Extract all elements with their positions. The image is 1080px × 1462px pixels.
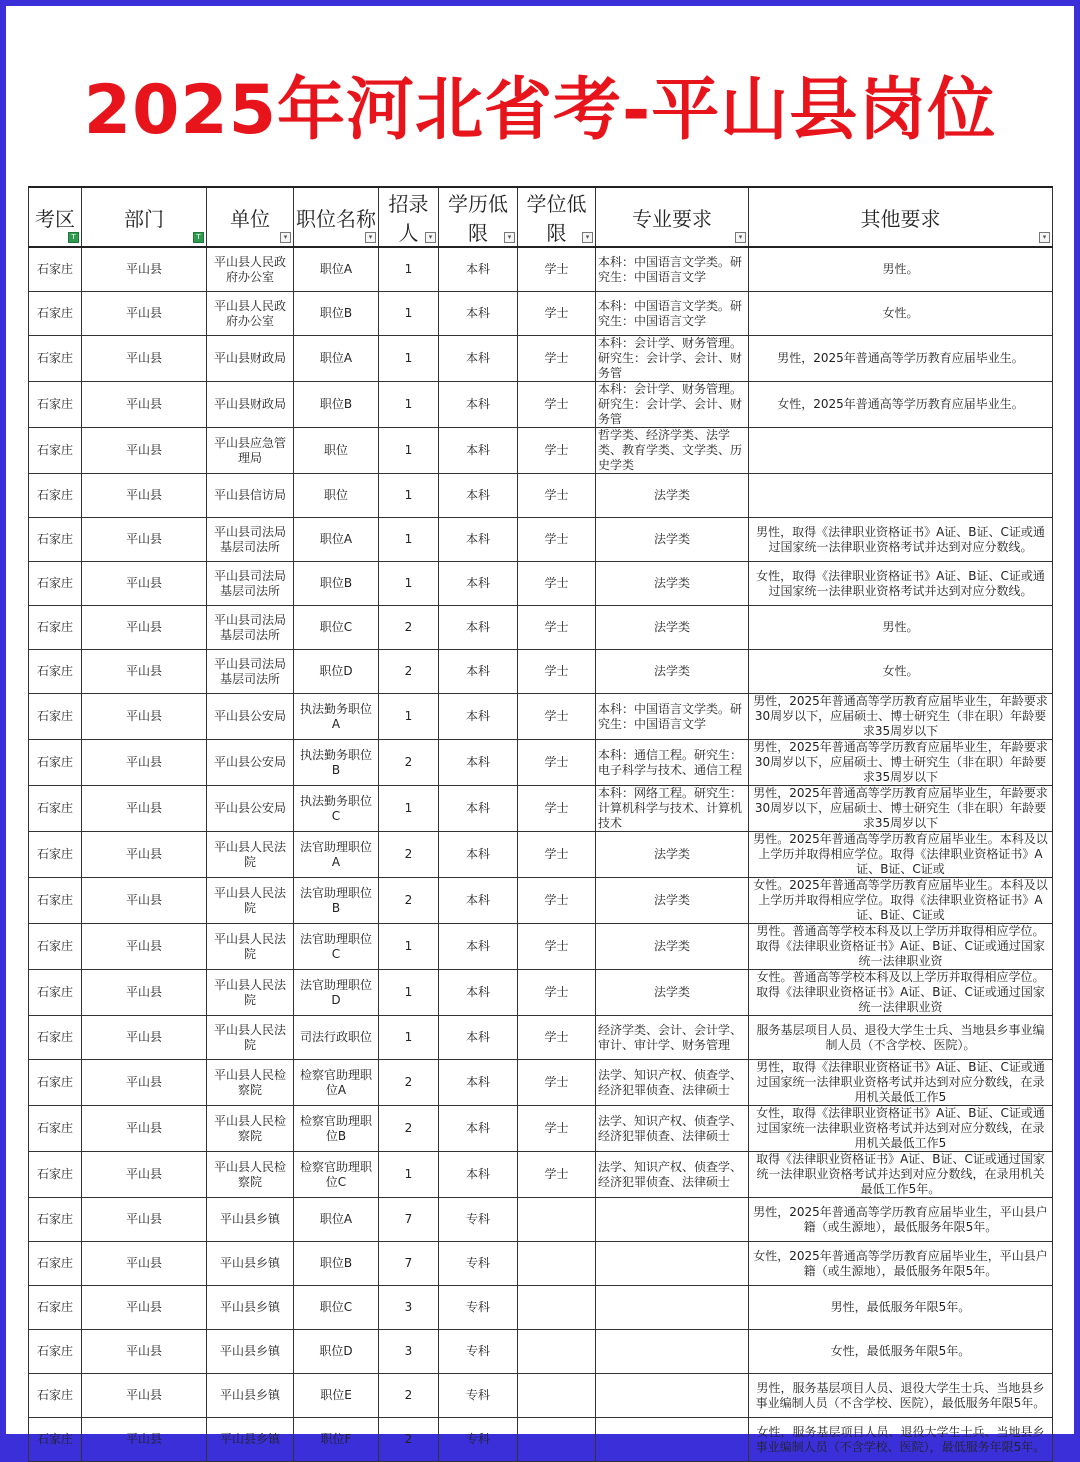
table-cell: 1: [379, 562, 439, 606]
table-row: [29, 428, 1053, 474]
table-cell: 法学、知识产权、侦查学、经济犯罪侦查、法律硕士: [596, 1152, 749, 1198]
table-cell: 学士: [518, 562, 596, 606]
table-cell: 职位B: [294, 1242, 379, 1286]
table-row: [29, 1330, 1053, 1374]
table-cell: 经济学类、会计、会计学、审计、审计学、财务管理: [596, 1016, 749, 1060]
table-cell: 女性，取得《法律职业资格证书》A证、B证、C证或通过国家统一法律职业资格考试并达到对应分数线。: [749, 562, 1053, 606]
column-header: [207, 187, 294, 247]
table-cell: 本科：网络工程。研究生：计算机科学与技术、计算机技术: [596, 786, 749, 832]
table-cell: 专科: [439, 1242, 518, 1286]
table-cell: [596, 1374, 749, 1418]
column-header-label: 学位低限: [526, 192, 587, 245]
page-frame: [6, 6, 1074, 1454]
table-cell: 2: [379, 606, 439, 650]
table-cell: 平山县: [82, 694, 207, 740]
table-cell: 平山县人民法院: [207, 924, 294, 970]
table-cell: 平山县应急管理局: [207, 428, 294, 474]
table-row: [29, 1286, 1053, 1330]
table-cell: 职位D: [294, 1330, 379, 1374]
table-cell: 石家庄: [29, 1418, 82, 1462]
table-cell: 平山县: [82, 1418, 207, 1462]
table-cell: 学士: [518, 474, 596, 518]
column-header-label: 招录人: [388, 192, 429, 245]
table-cell: 检察官助理职位A: [294, 1060, 379, 1106]
table-row: [29, 606, 1053, 650]
table-cell: 石家庄: [29, 1198, 82, 1242]
column-header-label: 职位名称: [296, 206, 376, 231]
table-row: [29, 382, 1053, 428]
table-cell: 平山县财政局: [207, 336, 294, 382]
table-cell: 1: [379, 924, 439, 970]
table-cell: 石家庄: [29, 878, 82, 924]
table-cell: 本科: [439, 1016, 518, 1060]
table-cell: 本科: [439, 1106, 518, 1152]
table-cell: 检察官助理职位B: [294, 1106, 379, 1152]
table-cell: 平山县: [82, 1374, 207, 1418]
table-cell: 学士: [518, 924, 596, 970]
table-row: [29, 970, 1053, 1016]
table-row: [29, 1106, 1053, 1152]
table-cell: 石家庄: [29, 1286, 82, 1330]
dropdown-arrow-icon[interactable]: ▾: [1039, 232, 1050, 243]
table-cell: 平山县: [82, 924, 207, 970]
table-cell: 本科: [439, 924, 518, 970]
table-row: [29, 1242, 1053, 1286]
table-cell: 学士: [518, 606, 596, 650]
dropdown-arrow-icon[interactable]: ▾: [504, 232, 515, 243]
table-cell: 本科: [439, 1060, 518, 1106]
table-cell: [749, 474, 1053, 518]
table-cell: 石家庄: [29, 292, 82, 336]
table-cell: 本科：会计学、财务管理。研究生：会计学、会计、财务管: [596, 382, 749, 428]
table-cell: 石家庄: [29, 970, 82, 1016]
table-cell: 本科: [439, 694, 518, 740]
table-cell: 女性，2025年普通高等学历教育应届毕业生，平山县户籍（或生源地），最低服务年限5年。: [749, 1242, 1053, 1286]
column-header-label: 考区: [35, 206, 75, 231]
table-cell: 法官助理职位C: [294, 924, 379, 970]
table-cell: 平山县: [82, 1286, 207, 1330]
table-cell: 平山县: [82, 1016, 207, 1060]
table-cell: 学士: [518, 518, 596, 562]
table-cell: 本科: [439, 382, 518, 428]
table-cell: 男性，2025年普通高等学历教育应届毕业生。: [749, 336, 1053, 382]
page-title: 2025年河北省考-平山县岗位: [83, 71, 997, 150]
table-cell: 1: [379, 336, 439, 382]
table-cell: 本科：中国语言文学类。研究生：中国语言文学: [596, 694, 749, 740]
table-cell: 学士: [518, 1106, 596, 1152]
table-cell: 法学类: [596, 562, 749, 606]
table-cell: 2: [379, 832, 439, 878]
table-cell: 平山县人民法院: [207, 878, 294, 924]
table-cell: 法学类: [596, 832, 749, 878]
table-cell: 平山县: [82, 562, 207, 606]
table-cell: 法学类: [596, 970, 749, 1016]
table-cell: 专科: [439, 1374, 518, 1418]
table-cell: 平山县: [82, 382, 207, 428]
table-cell: 2: [379, 1106, 439, 1152]
filter-active-icon[interactable]: T: [193, 232, 204, 243]
table-cell: 本科: [439, 428, 518, 474]
table-cell: 平山县公安局: [207, 740, 294, 786]
dropdown-arrow-icon[interactable]: ▾: [365, 232, 376, 243]
table-cell: 平山县: [82, 428, 207, 474]
table-cell: 专科: [439, 1330, 518, 1374]
table-cell: 执法勤务职位C: [294, 786, 379, 832]
table-cell: 石家庄: [29, 606, 82, 650]
table-cell: 1: [379, 474, 439, 518]
table-cell: 本科: [439, 970, 518, 1016]
table-cell: 学士: [518, 1016, 596, 1060]
table-cell: 2: [379, 1060, 439, 1106]
table-cell: 平山县人民法院: [207, 1016, 294, 1060]
column-header-label: 部门: [124, 206, 164, 231]
table-cell: 3: [379, 1330, 439, 1374]
table-cell: 石家庄: [29, 474, 82, 518]
table-cell: 平山县乡镇: [207, 1198, 294, 1242]
table-cell: 本科: [439, 562, 518, 606]
table-cell: 执法勤务职位A: [294, 694, 379, 740]
table-row: [29, 518, 1053, 562]
table-cell: 本科: [439, 606, 518, 650]
table-cell: 平山县: [82, 1152, 207, 1198]
table-cell: 本科: [439, 1152, 518, 1198]
table-cell: 平山县: [82, 970, 207, 1016]
table-cell: 男性，最低服务年限5年。: [749, 1286, 1053, 1330]
table-cell: 男性。: [749, 606, 1053, 650]
table-cell: 平山县乡镇: [207, 1418, 294, 1462]
filter-active-icon[interactable]: T: [68, 232, 79, 243]
dropdown-arrow-icon[interactable]: ▾: [582, 232, 593, 243]
table-cell: 1: [379, 292, 439, 336]
table-row: [29, 878, 1053, 924]
table-cell: 2: [379, 878, 439, 924]
table-cell: 平山县: [82, 1060, 207, 1106]
table-cell: [596, 1286, 749, 1330]
table-cell: 法学类: [596, 518, 749, 562]
table-row: [29, 336, 1053, 382]
table-cell: 平山县司法局基层司法所: [207, 606, 294, 650]
table-cell: 平山县: [82, 336, 207, 382]
table-cell: 专科: [439, 1198, 518, 1242]
table-cell: 学士: [518, 970, 596, 1016]
table-cell: 平山县: [82, 1106, 207, 1152]
table-cell: 法官助理职位D: [294, 970, 379, 1016]
table-cell: 平山县: [82, 878, 207, 924]
table-row: [29, 247, 1053, 292]
table-cell: 平山县: [82, 474, 207, 518]
table-cell: 职位D: [294, 650, 379, 694]
table-cell: 平山县: [82, 740, 207, 786]
table-cell: 1: [379, 247, 439, 292]
table-cell: 本科: [439, 518, 518, 562]
table-cell: 1: [379, 428, 439, 474]
table-cell: 取得《法律职业资格证书》A证、B证、C证或通过国家统一法律职业资格考试并达到对应分数线，在录用机关最低工作5年。: [749, 1152, 1053, 1198]
table-cell: 石家庄: [29, 247, 82, 292]
table-cell: 2: [379, 1418, 439, 1462]
table-cell: 平山县: [82, 606, 207, 650]
table-cell: 本科: [439, 292, 518, 336]
table-cell: 本科：中国语言文学类。研究生：中国语言文学: [596, 247, 749, 292]
table-cell: 7: [379, 1242, 439, 1286]
table-row: [29, 474, 1053, 518]
table-cell: 学士: [518, 292, 596, 336]
table-cell: 学士: [518, 650, 596, 694]
table-cell: 职位A: [294, 247, 379, 292]
table-cell: 石家庄: [29, 1374, 82, 1418]
table-cell: 学士: [518, 878, 596, 924]
table-cell: 女性。普通高等学校本科及以上学历并取得相应学位。取得《法律职业资格证书》A证、B证、C证或通过国家统一法律职业资: [749, 970, 1053, 1016]
column-header: [294, 187, 379, 247]
table-cell: 服务基层项目人员、退役大学生士兵、当地县乡事业编制人员（不含学校、医院）。: [749, 1016, 1053, 1060]
column-header: [82, 187, 207, 247]
table-cell: 平山县: [82, 292, 207, 336]
table-row: [29, 1016, 1053, 1060]
table-cell: 法学类: [596, 606, 749, 650]
table-cell: 平山县乡镇: [207, 1374, 294, 1418]
table-cell: 法学、知识产权、侦查学、经济犯罪侦查、法律硕士: [596, 1106, 749, 1152]
table-cell: 学士: [518, 247, 596, 292]
table-cell: 7: [379, 1198, 439, 1242]
table-cell: 本科：中国语言文学类。研究生：中国语言文学: [596, 292, 749, 336]
table-cell: 平山县司法局基层司法所: [207, 518, 294, 562]
table-cell: 平山县信访局: [207, 474, 294, 518]
table-cell: 平山县乡镇: [207, 1286, 294, 1330]
table-cell: 职位: [294, 474, 379, 518]
table-cell: 石家庄: [29, 786, 82, 832]
table-cell: [596, 1198, 749, 1242]
table-cell: 职位A: [294, 336, 379, 382]
table-cell: 哲学类、经济学类、法学类、教育学类、文学类、历史学类: [596, 428, 749, 474]
column-header: [749, 187, 1053, 247]
table-cell: 平山县人民法院: [207, 832, 294, 878]
table-cell: 本科: [439, 474, 518, 518]
column-header-label: 专业要求: [632, 206, 712, 231]
table-cell: 男性。2025年普通高等学历教育应届毕业生。本科及以上学历并取得相应学位。取得《法律职业资格证书》A证、B证、C证或: [749, 832, 1053, 878]
positions-table: [28, 186, 1053, 1462]
table-cell: 石家庄: [29, 1242, 82, 1286]
table-cell: 本科: [439, 878, 518, 924]
table-row: [29, 292, 1053, 336]
table-cell: 平山县人民政府办公室: [207, 247, 294, 292]
header-row: [29, 187, 1053, 247]
table-cell: 女性，服务基层项目人员、退役大学生士兵、当地县乡事业编制人员（不含学校、医院），最低服务年限5年。: [749, 1418, 1053, 1462]
table-row: [29, 740, 1053, 786]
table-cell: 职位B: [294, 292, 379, 336]
table-cell: 本科: [439, 832, 518, 878]
table-cell: 职位E: [294, 1374, 379, 1418]
table-cell: 本科：通信工程。研究生：电子科学与技术、通信工程: [596, 740, 749, 786]
table-cell: 执法勤务职位B: [294, 740, 379, 786]
table-cell: 1: [379, 1152, 439, 1198]
table-row: [29, 694, 1053, 740]
table-cell: 男性，2025年普通高等学历教育应届毕业生，年龄要求30周岁以下，应届硕士、博士研究生（非在职）年龄要求35周岁以下: [749, 694, 1053, 740]
table-cell: [518, 1198, 596, 1242]
table-cell: 石家庄: [29, 1330, 82, 1374]
table-cell: 1: [379, 786, 439, 832]
table-cell: 2: [379, 650, 439, 694]
table-cell: 职位A: [294, 518, 379, 562]
table-row: [29, 832, 1053, 878]
column-header: [379, 187, 439, 247]
table-cell: 女性，最低服务年限5年。: [749, 1330, 1053, 1374]
table-cell: 学士: [518, 382, 596, 428]
table-cell: 3: [379, 1286, 439, 1330]
dropdown-arrow-icon[interactable]: ▾: [280, 232, 291, 243]
column-header: [439, 187, 518, 247]
table-cell: 平山县公安局: [207, 694, 294, 740]
table-cell: 1: [379, 1016, 439, 1060]
table-cell: 平山县: [82, 1242, 207, 1286]
table-cell: 石家庄: [29, 1060, 82, 1106]
table-cell: 平山县人民检察院: [207, 1106, 294, 1152]
table-cell: 法学类: [596, 474, 749, 518]
table-cell: 平山县司法局基层司法所: [207, 650, 294, 694]
table-cell: 平山县: [82, 247, 207, 292]
table-cell: [518, 1330, 596, 1374]
table-cell: 平山县乡镇: [207, 1242, 294, 1286]
table-cell: 平山县: [82, 1198, 207, 1242]
table-cell: [518, 1242, 596, 1286]
table-cell: [518, 1374, 596, 1418]
table-cell: [596, 1330, 749, 1374]
table-cell: 男性，2025年普通高等学历教育应届毕业生，平山县户籍（或生源地），最低服务年限5年。: [749, 1198, 1053, 1242]
column-header: [596, 187, 749, 247]
column-header-label: 单位: [230, 206, 270, 231]
table-cell: 法学类: [596, 650, 749, 694]
table-cell: 平山县司法局基层司法所: [207, 562, 294, 606]
table-cell: 法官助理职位A: [294, 832, 379, 878]
table-cell: 本科: [439, 650, 518, 694]
column-header: [29, 187, 82, 247]
column-header-label: 学历低限: [448, 192, 508, 245]
table-cell: 石家庄: [29, 1016, 82, 1060]
table-cell: 本科: [439, 336, 518, 382]
table-cell: 平山县: [82, 786, 207, 832]
table-cell: 专科: [439, 1286, 518, 1330]
table-cell: 男性。普通高等学校本科及以上学历并取得相应学位。取得《法律职业资格证书》A证、B证、C证或通过国家统一法律职业资: [749, 924, 1053, 970]
table-cell: 男性，2025年普通高等学历教育应届毕业生，年龄要求30周岁以下，应届硕士、博士研究生（非在职）年龄要求35周岁以下: [749, 786, 1053, 832]
table-cell: 学士: [518, 740, 596, 786]
table-cell: 学士: [518, 336, 596, 382]
table-cell: 石家庄: [29, 650, 82, 694]
table-cell: 平山县公安局: [207, 786, 294, 832]
table-cell: 1: [379, 382, 439, 428]
table-cell: 女性，取得《法律职业资格证书》A证、B证、C证或通过国家统一法律职业资格考试并达到对应分数线，在录用机关最低工作5: [749, 1106, 1053, 1152]
table-cell: 学士: [518, 786, 596, 832]
table-cell: 法官助理职位B: [294, 878, 379, 924]
table-cell: 女性，2025年普通高等学历教育应届毕业生。: [749, 382, 1053, 428]
table-cell: 学士: [518, 832, 596, 878]
table-cell: 石家庄: [29, 562, 82, 606]
table-cell: 石家庄: [29, 382, 82, 428]
table-cell: 石家庄: [29, 924, 82, 970]
table-cell: 平山县: [82, 832, 207, 878]
table-cell: 平山县乡镇: [207, 1330, 294, 1374]
table-row: [29, 1060, 1053, 1106]
table-cell: 职位: [294, 428, 379, 474]
table-cell: 学士: [518, 428, 596, 474]
table-cell: 男性，取得《法律职业资格证书》A证、B证、C证或通过国家统一法律职业资格考试并达到对应分数线。: [749, 518, 1053, 562]
table-cell: 学士: [518, 694, 596, 740]
table-cell: 职位B: [294, 382, 379, 428]
table-cell: 学士: [518, 1152, 596, 1198]
table-cell: 职位C: [294, 606, 379, 650]
table-cell: 女性。: [749, 292, 1053, 336]
table-cell: 男性，2025年普通高等学历教育应届毕业生，年龄要求30周岁以下，应届硕士、博士研究生（非在职）年龄要求35周岁以下: [749, 740, 1053, 786]
table-body: [29, 247, 1053, 1462]
table-row: [29, 924, 1053, 970]
table-cell: [596, 1242, 749, 1286]
table-cell: 石家庄: [29, 428, 82, 474]
table-row: [29, 786, 1053, 832]
table-cell: 平山县人民检察院: [207, 1152, 294, 1198]
table-cell: 男性，取得《法律职业资格证书》A证、B证、C证或通过国家统一法律职业资格考试并达到对应分数线，在录用机关最低工作5: [749, 1060, 1053, 1106]
table-cell: 法学类: [596, 878, 749, 924]
table-cell: 2: [379, 740, 439, 786]
table-cell: 学士: [518, 1060, 596, 1106]
table-cell: 石家庄: [29, 518, 82, 562]
table-cell: 2: [379, 1374, 439, 1418]
table-cell: 女性。2025年普通高等学历教育应届毕业生。本科及以上学历并取得相应学位。取得《法律职业资格证书》A证、B证、C证或: [749, 878, 1053, 924]
table-cell: 本科: [439, 786, 518, 832]
table-cell: 女性。: [749, 650, 1053, 694]
table-row: [29, 650, 1053, 694]
table-cell: 本科: [439, 247, 518, 292]
table-row: [29, 1374, 1053, 1418]
table-cell: 本科: [439, 740, 518, 786]
table-cell: 职位A: [294, 1198, 379, 1242]
table-cell: 1: [379, 518, 439, 562]
column-header-label: 其他要求: [860, 206, 941, 231]
table-cell: 职位B: [294, 562, 379, 606]
table-cell: 平山县人民法院: [207, 970, 294, 1016]
table-cell: 检察官助理职位C: [294, 1152, 379, 1198]
table-cell: 石家庄: [29, 740, 82, 786]
table-cell: 1: [379, 970, 439, 1016]
table-cell: 平山县: [82, 650, 207, 694]
table-cell: 石家庄: [29, 336, 82, 382]
table-cell: 男性。: [749, 247, 1053, 292]
table-cell: 石家庄: [29, 832, 82, 878]
dropdown-arrow-icon[interactable]: ▾: [735, 232, 746, 243]
table-cell: 本科：会计学、财务管理。研究生：会计学、会计、财务管: [596, 336, 749, 382]
table-cell: 平山县财政局: [207, 382, 294, 428]
table-cell: 平山县: [82, 1330, 207, 1374]
table-cell: 石家庄: [29, 1106, 82, 1152]
table-cell: [518, 1286, 596, 1330]
table-cell: 法学类: [596, 924, 749, 970]
table-cell: 平山县人民政府办公室: [207, 292, 294, 336]
table-row: [29, 1152, 1053, 1198]
table-cell: 平山县: [82, 518, 207, 562]
table-row: [29, 562, 1053, 606]
table-cell: 司法行政职位: [294, 1016, 379, 1060]
table-cell: 平山县人民检察院: [207, 1060, 294, 1106]
table-cell: 石家庄: [29, 694, 82, 740]
dropdown-arrow-icon[interactable]: ▾: [425, 232, 436, 243]
table-cell: [749, 428, 1053, 474]
table-cell: 专科: [439, 1418, 518, 1462]
table-cell: 男性，服务基层项目人员、退役大学生士兵、当地县乡事业编制人员（不含学校、医院），最低服务年限5年。: [749, 1374, 1053, 1418]
column-header: [518, 187, 596, 247]
table-row: [29, 1198, 1053, 1242]
table-cell: 石家庄: [29, 1152, 82, 1198]
table-cell: 法学、知识产权、侦查学、经济犯罪侦查、法律硕士: [596, 1060, 749, 1106]
table-cell: 1: [379, 694, 439, 740]
table-cell: 职位C: [294, 1286, 379, 1330]
table-cell: 职位F: [294, 1418, 379, 1462]
